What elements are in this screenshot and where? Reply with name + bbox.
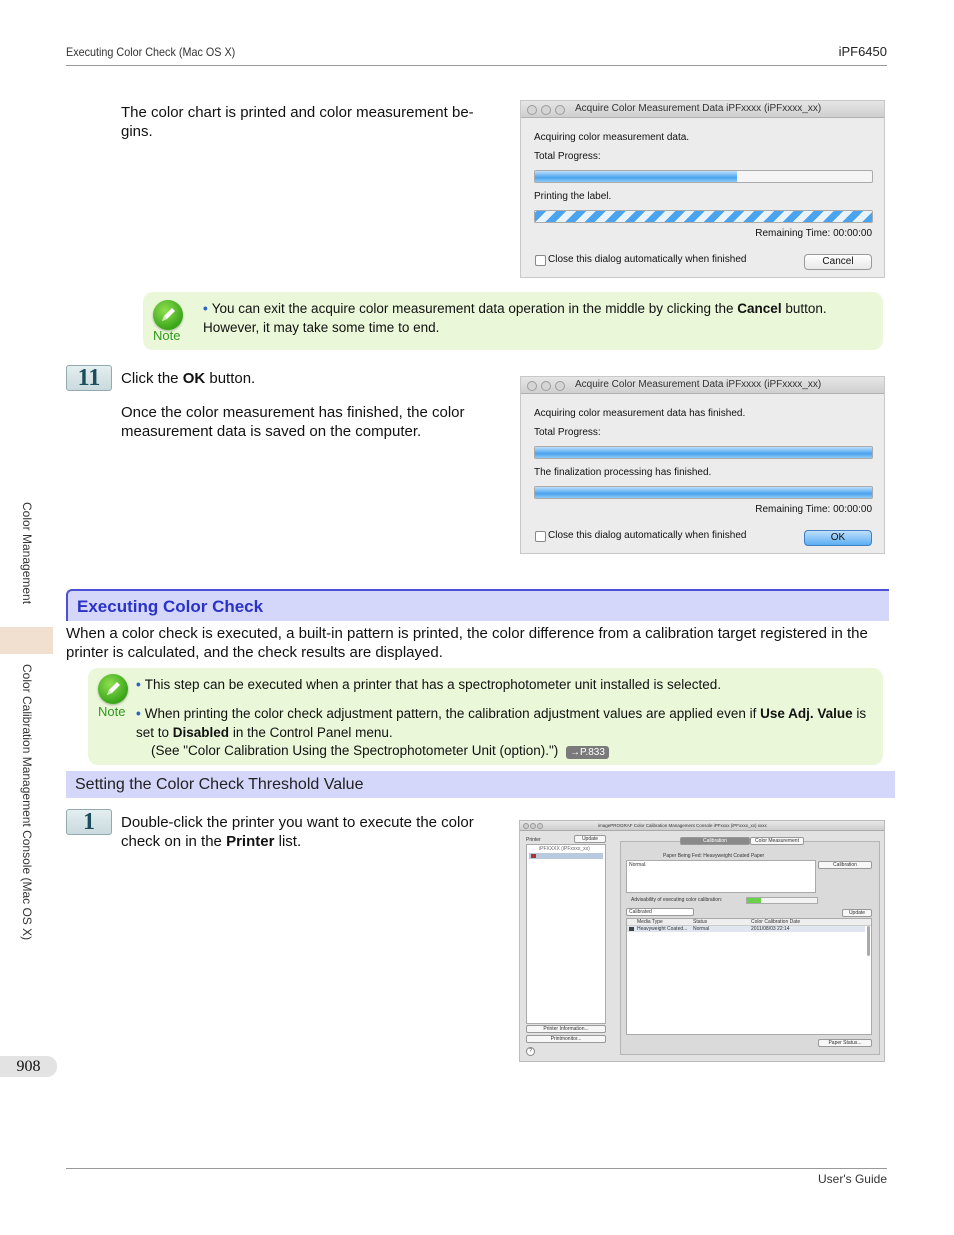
console-titlebar xyxy=(520,821,884,831)
note-pencil-icon xyxy=(153,300,183,330)
dialog-status: Acquiring color measurement data has finished. xyxy=(534,408,746,419)
close-window-icon[interactable] xyxy=(527,105,537,115)
step-label: Printing the label. xyxy=(534,191,612,202)
auto-close-label: Close this dialog automatically when finished xyxy=(548,530,747,541)
minimize-window-icon[interactable] xyxy=(541,105,551,115)
step-label: The finalization processing has finished. xyxy=(534,467,712,478)
ok-button[interactable]: OK xyxy=(804,530,872,546)
minimize-window-icon[interactable] xyxy=(541,381,551,391)
sidebar-section-label: Color Calibration Management Console (Mac OS X) xyxy=(20,664,34,941)
total-progress-bar xyxy=(534,446,873,459)
printer-information-button[interactable]: Printer Information... xyxy=(526,1025,606,1033)
row-date: 2011/08/03 22:14 xyxy=(751,926,790,932)
remaining-time: Remaining Time: 00:00:00 xyxy=(755,228,872,239)
printer-list-label: Printer xyxy=(526,837,541,843)
total-progress-label: Total Progress: xyxy=(534,427,601,438)
printer-list-group: iPFXXXX (iPFxxxx_xx) xyxy=(539,846,590,852)
note-text: • You can exit the acquire color measurement data operation in the middle by clicking the Cancel button. However, it may take some time to end. xyxy=(203,301,827,335)
media-icon xyxy=(629,927,634,931)
tab-calibration[interactable]: Calibration xyxy=(680,837,750,845)
help-button[interactable]: ? xyxy=(526,1047,535,1056)
minimize-window-icon[interactable] xyxy=(530,823,536,829)
media-calibration-table xyxy=(626,918,872,1035)
dialog-title: Acquire Color Measurement Data iPFxxxx (iPFxxxx_xx) xyxy=(575,103,822,114)
acquire-dialog-progress xyxy=(520,100,885,278)
step-progress-bar xyxy=(534,210,873,223)
sidebar-chapter-label: Color Management xyxy=(20,502,34,605)
row-media-type: Heavyweight Coated... xyxy=(637,926,688,932)
intro-text: The color chart is printed and color measurement be- gins. xyxy=(121,104,474,140)
cancel-button[interactable]: Cancel xyxy=(804,254,872,270)
bullet-icon: • xyxy=(136,677,141,692)
printer-icon xyxy=(531,854,536,858)
table-row[interactable] xyxy=(627,926,865,932)
total-progress-label: Total Progress: xyxy=(534,151,601,162)
auto-close-label: Close this dialog automatically when finished xyxy=(548,254,747,265)
note-box-cancel xyxy=(143,292,883,350)
table-header xyxy=(627,919,871,926)
table-scrollbar[interactable] xyxy=(867,926,870,956)
subsection-title: Setting the Color Check Threshold Value xyxy=(75,776,364,793)
status-text: Normal. xyxy=(629,862,647,868)
step-number-11: 11 xyxy=(66,365,112,391)
section-title: Executing Color Check xyxy=(77,597,264,616)
calibration-filter-select[interactable]: Calibrated xyxy=(626,908,694,916)
section-intro: When a color check is executed, a built-in pattern is printed, the color difference from a calibration target registered in the printer is calculated, and the check results are displayed. xyxy=(66,625,868,661)
footer-guide-label: User's Guide xyxy=(818,1172,887,1186)
auto-close-checkbox[interactable] xyxy=(535,255,546,266)
step1-instruction: Double-click the printer you want to execute the color check on in the Printer list. xyxy=(121,814,474,850)
note-pencil-icon xyxy=(98,674,128,704)
page-reference-link[interactable]: →P.833 xyxy=(566,746,609,759)
step11-paragraph: Once the color measurement has finished, the color measurement data is saved on the computer. xyxy=(121,404,465,440)
printer-update-button[interactable]: Update xyxy=(574,835,606,843)
bullet-icon: • xyxy=(203,301,208,316)
sidebar-tab-marker xyxy=(0,627,53,654)
paper-being-fed: Paper Being Fed: Heavyweight Coated Paper xyxy=(663,853,765,859)
footer-rule xyxy=(66,1168,887,1169)
close-window-icon[interactable] xyxy=(523,823,529,829)
paper-status-button[interactable]: Paper Status... xyxy=(818,1039,872,1047)
calibration-console-window xyxy=(519,820,885,1062)
subsection-heading-bar xyxy=(66,771,895,798)
advisability-label: Advisability of executing color calibration: xyxy=(631,897,723,903)
col-status: Status xyxy=(693,919,708,925)
zoom-window-icon[interactable] xyxy=(555,381,565,391)
auto-close-checkbox[interactable] xyxy=(535,531,546,542)
running-header-model: iPF6450 xyxy=(838,44,887,59)
printmonitor-button[interactable]: Printmonitor... xyxy=(526,1035,606,1043)
close-window-icon[interactable] xyxy=(527,381,537,391)
note-bullet-2: • When printing the color check adjustment pattern, the calibration adjustment values are applied even if Use Adj. Value is set to Disabled in the Control Panel menu. xyxy=(136,706,867,740)
status-box xyxy=(626,860,816,893)
console-title: imagePROGRAF Color Calibration Management Console iPFxxxx (iPFxxxx_xx) xxxx xyxy=(598,823,767,828)
step-progress-bar xyxy=(534,486,873,499)
acquire-dialog-finished xyxy=(520,376,885,554)
calibration-button[interactable]: Calibration xyxy=(818,861,872,869)
step11-instruction: Click the OK button. xyxy=(121,370,256,387)
dialog-status: Acquiring color measurement data. xyxy=(534,132,690,143)
note-see-reference: (See "Color Calibration Using the Spectrophotometer Unit (option).") →P.833 xyxy=(151,741,871,760)
advisability-meter xyxy=(746,897,818,904)
note-box-color-check xyxy=(88,668,883,765)
section-heading-bar xyxy=(66,589,889,621)
dialog-titlebar xyxy=(521,377,884,394)
row-status: Normal xyxy=(693,926,710,932)
total-progress-bar xyxy=(534,170,873,183)
tab-color-measurement[interactable]: Color Measurement xyxy=(750,837,804,845)
col-media-type: Media Type xyxy=(637,919,663,925)
zoom-window-icon[interactable] xyxy=(537,823,543,829)
step-number-1: 1 xyxy=(66,809,112,835)
col-calibration-date: Color Calibration Date xyxy=(751,919,801,925)
printer-list-item-selected[interactable] xyxy=(529,853,603,859)
dialog-titlebar xyxy=(521,101,884,118)
header-rule xyxy=(66,65,887,66)
note-label: Note xyxy=(153,328,181,343)
list-update-button[interactable]: Update xyxy=(842,909,872,917)
page-number: 908 xyxy=(0,1056,57,1077)
dialog-title: Acquire Color Measurement Data iPFxxxx (iPFxxxx_xx) xyxy=(575,379,822,390)
printer-list[interactable] xyxy=(526,844,606,1024)
bullet-icon: • xyxy=(136,706,141,721)
note-bullet-1: • This step can be executed when a printer that has a spectrophotometer unit installed is selected. xyxy=(136,677,722,692)
note-label: Note xyxy=(98,704,126,719)
running-header-title: Executing Color Check (Mac OS X) xyxy=(66,45,236,59)
remaining-time: Remaining Time: 00:00:00 xyxy=(755,504,872,515)
zoom-window-icon[interactable] xyxy=(555,105,565,115)
